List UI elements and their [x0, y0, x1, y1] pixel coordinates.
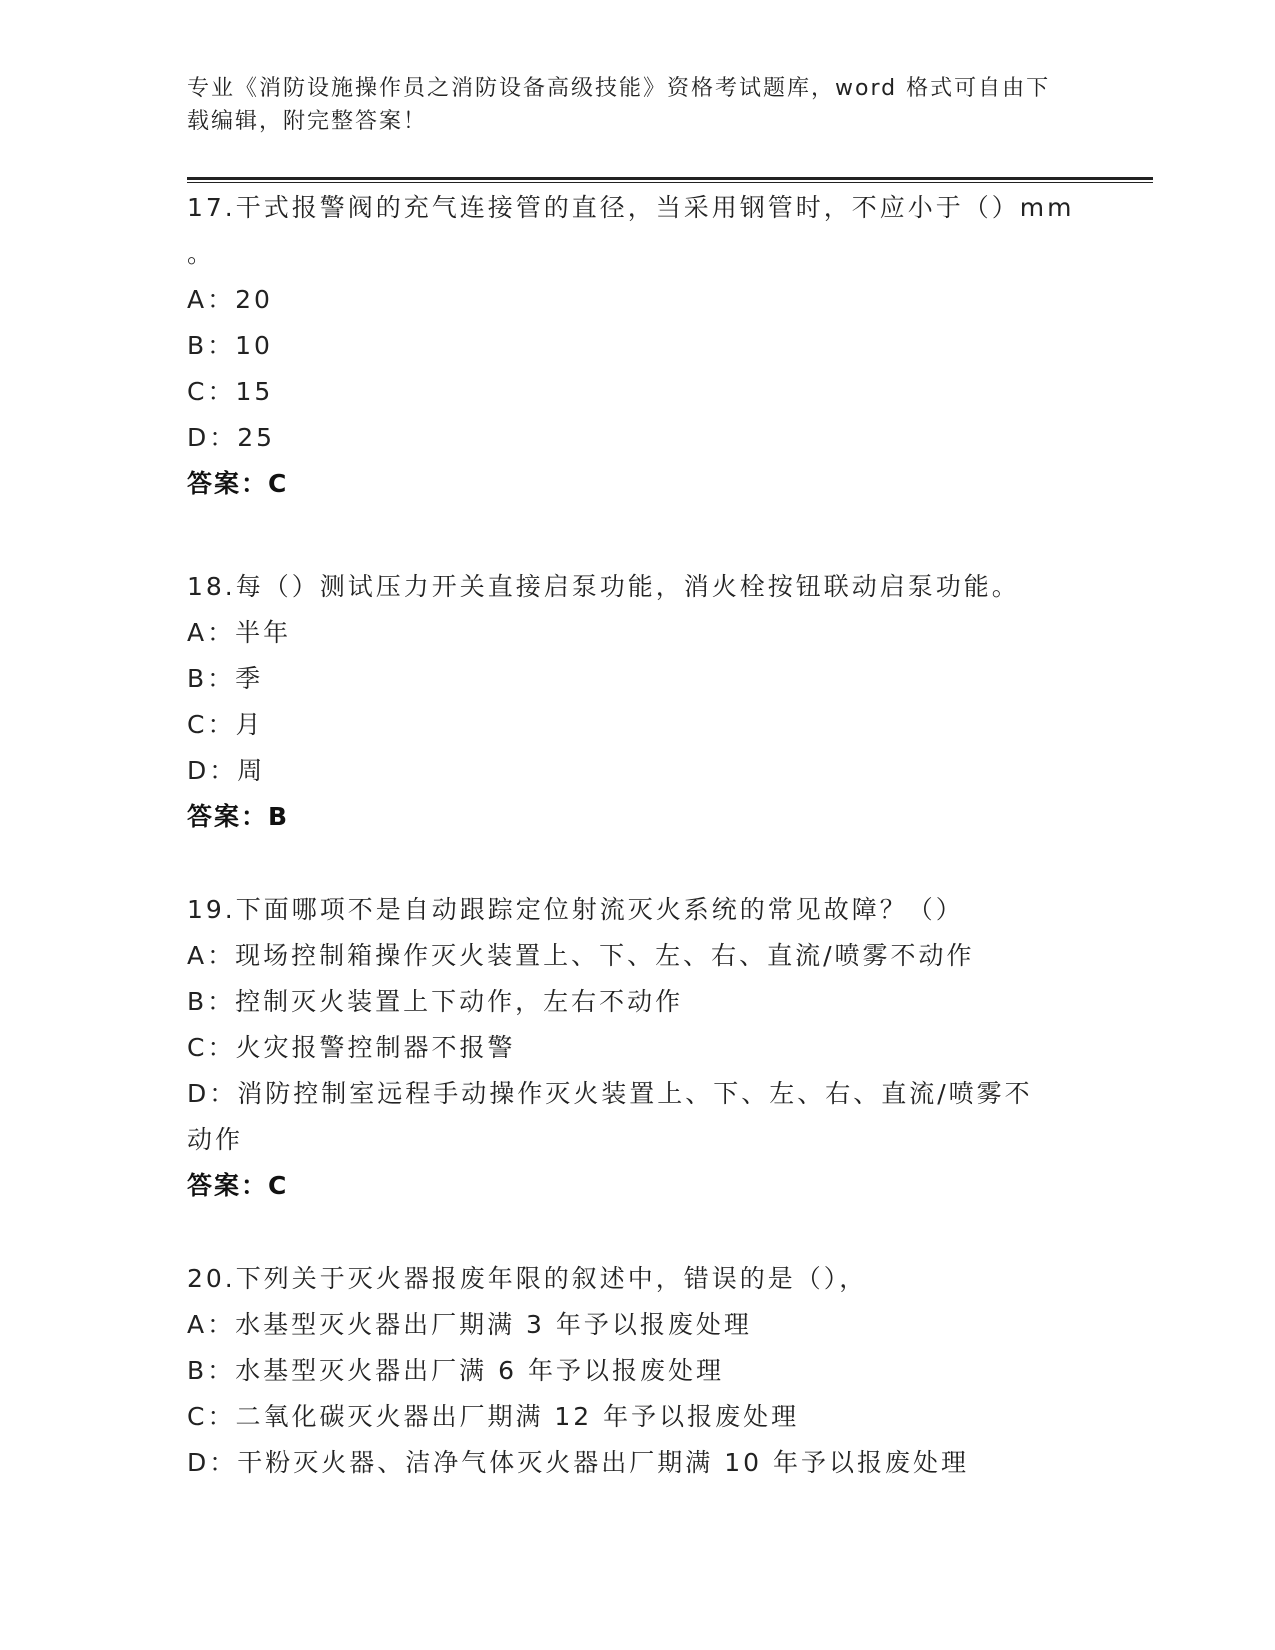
option-d: D：消防控制室远程手动操作灭火装置上、下、左、右、直流/喷雾不: [187, 1079, 1033, 1108]
option-c: C：月: [187, 710, 264, 739]
option-c: C：二氧化碳灭火器出厂期满 12 年予以报废处理: [187, 1402, 800, 1431]
answer: 答案：C: [187, 1171, 289, 1200]
answer: 答案：C: [187, 469, 289, 498]
question-stem: 18.每（）测试压力开关直接启泵功能，消火栓按钮联动启泵功能。: [187, 572, 1020, 601]
option-b: B：水基型灭火器出厂满 6 年予以报废处理: [187, 1356, 724, 1385]
option-c: C：火灾报警控制器不报警: [187, 1033, 516, 1062]
question-18: [187, 564, 1087, 840]
option-b: B：控制灭火装置上下动作，左右不动作: [187, 987, 684, 1016]
question-stem: 20.下列关于灭火器报废年限的叙述中，错误的是（），: [187, 1264, 868, 1293]
header-rule-thick: [187, 177, 1153, 180]
option-c: C：15: [187, 377, 274, 406]
document-header: 专业《消防设施操作员之消防设备高级技能》资格考试题库，word 格式可自由下载编辑，附完整答案！: [187, 76, 1051, 134]
option-d: D：周: [187, 756, 266, 785]
answer: 答案：B: [187, 802, 290, 831]
option-d: D：25: [187, 423, 276, 452]
option-d: D：干粉灭火器、洁净气体灭火器出厂期满 10 年予以报废处理: [187, 1448, 969, 1477]
question-stem: 17.干式报警阀的充气连接管的直径，当采用钢管时，不应小于（）mm: [187, 193, 1075, 222]
option-b: B：10: [187, 331, 273, 360]
question-stem: 19.下面哪项不是自动跟踪定位射流灭火系统的常见故障？（）: [187, 895, 964, 924]
option-a: A：20: [187, 285, 273, 314]
header-rule-thin: [187, 182, 1153, 183]
option-a: A：水基型灭火器出厂期满 3 年予以报废处理: [187, 1310, 752, 1339]
option-a: A：现场控制箱操作灭火装置上、下、左、右、直流/喷雾不动作: [187, 941, 975, 970]
option-a: A：半年: [187, 618, 292, 647]
question-19: [187, 887, 1087, 1209]
question-stem-continuation: 。: [187, 239, 216, 268]
option-b: B：季: [187, 664, 264, 693]
question-17: [187, 185, 1087, 507]
question-20: [187, 1256, 1087, 1486]
option-d-continuation: 动作: [187, 1125, 244, 1154]
